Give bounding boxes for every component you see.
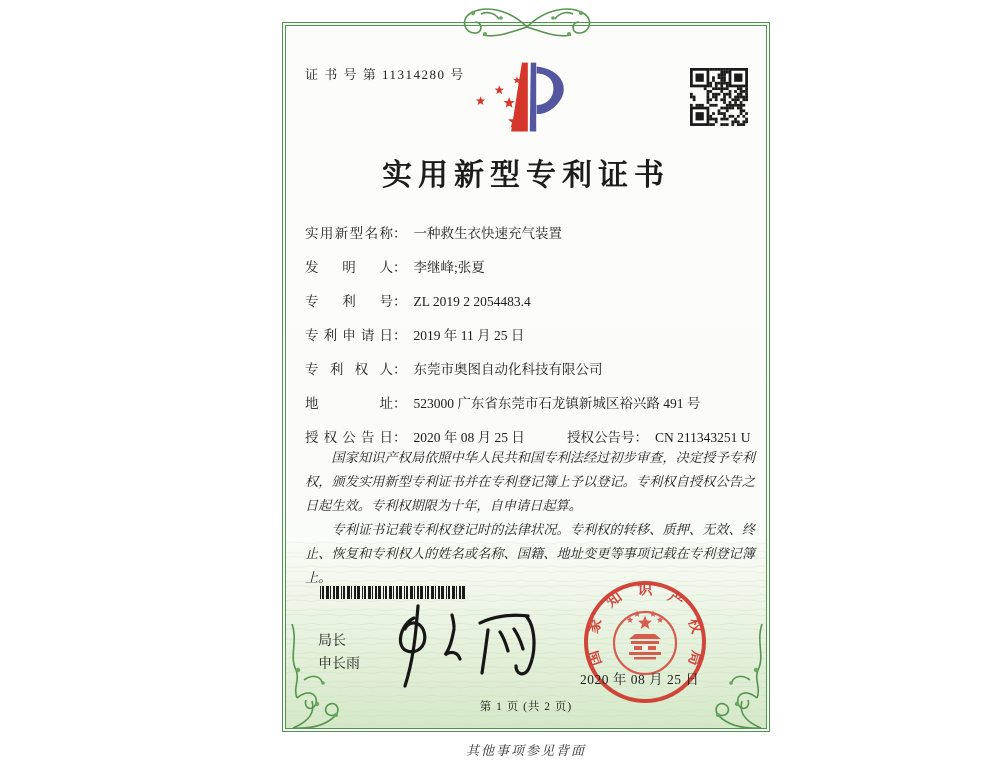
field-value: 2020 年 08 月 25 日 bbox=[413, 430, 525, 445]
svg-text:识: 识 bbox=[637, 582, 653, 598]
svg-text:产: 产 bbox=[664, 589, 687, 611]
certificate-title: 实用新型专利证书 bbox=[382, 159, 670, 192]
colon: ： bbox=[393, 430, 407, 445]
field-row-filing-date bbox=[305, 324, 755, 344]
field-label: 发 明 人 bbox=[305, 260, 393, 275]
legal-paragraph-2: 专利证书记载专利权登记时的法律状况。专利权的转移、质押、无效、终止、恢复和专利权人的姓名或名称、国籍、地址变更等事项记载在专利登记簿上。 bbox=[305, 522, 755, 585]
colon: ： bbox=[393, 294, 407, 309]
field-row-grant bbox=[305, 426, 755, 446]
field-row-address bbox=[305, 392, 755, 412]
colon: ： bbox=[393, 260, 407, 275]
logo-blue-bar bbox=[530, 63, 536, 132]
patent-certificate bbox=[282, 22, 770, 732]
svg-text:国: 国 bbox=[585, 648, 606, 668]
page-indicator: 第 1 页 (共 2 页) bbox=[479, 701, 573, 713]
colon: ： bbox=[393, 328, 407, 343]
field-row-patent-no bbox=[305, 290, 755, 310]
logo-red-wedge bbox=[511, 63, 528, 132]
back-note: 其他事项参见背面 bbox=[465, 743, 586, 758]
field-label: 地 址 bbox=[305, 396, 393, 411]
colon: ： bbox=[634, 430, 648, 445]
svg-text:局: 局 bbox=[684, 648, 705, 668]
field-value: 一种救生衣快速充气装置 bbox=[413, 226, 562, 241]
svg-text:家: 家 bbox=[585, 616, 606, 636]
field-label: 专 利 号 bbox=[305, 294, 393, 309]
field-pair-grant-number bbox=[567, 426, 751, 446]
official-seal bbox=[574, 571, 716, 713]
svg-text:知: 知 bbox=[603, 589, 626, 611]
field-label: 实 用 新 型 名 称 bbox=[305, 226, 393, 241]
field-row-patentee bbox=[305, 358, 755, 378]
legal-text bbox=[305, 446, 755, 590]
field-value: CN 211343251 U bbox=[655, 430, 751, 445]
colon: ： bbox=[393, 396, 407, 411]
director-signature bbox=[376, 596, 556, 696]
director-title: 局长 bbox=[318, 634, 346, 649]
field-value: 2019 年 11 月 25 日 bbox=[413, 328, 525, 343]
field-value: 李继峰;张夏 bbox=[413, 260, 485, 275]
colon: ： bbox=[393, 226, 407, 241]
svg-text:权: 权 bbox=[684, 616, 705, 636]
seal-date: 2020 年 08 月 25 日 bbox=[580, 672, 700, 687]
field-row-name bbox=[305, 222, 755, 242]
qr-code bbox=[688, 66, 750, 128]
field-label: 专 利 权 人 bbox=[305, 362, 393, 377]
cnipa-logo-icon bbox=[452, 56, 580, 148]
field-label: 授权公告号 bbox=[567, 430, 635, 445]
field-row-inventor bbox=[305, 256, 755, 276]
legal-paragraph-1: 国家知识产权局依照中华人民共和国专利法经过初步审查，决定授予专利权，颁发实用新型专利证书并在专利登记簿上予以登记。专利权自授权公告之日起生效。专利权期限为十年，自申请日起算。 bbox=[305, 450, 755, 513]
field-value: 523000 广东省东莞市石龙镇新城区裕兴路 491 号 bbox=[413, 396, 701, 411]
director-block bbox=[318, 630, 360, 676]
certificate-number: 证 书 号 第 11314280 号 bbox=[305, 67, 465, 82]
logo-p-bowl bbox=[537, 67, 564, 114]
director-name: 申长雨 bbox=[318, 657, 360, 672]
field-value: 东莞市奥图自动化科技有限公司 bbox=[413, 362, 603, 377]
colon: ： bbox=[393, 362, 407, 377]
field-label: 专 利 申 请 日 bbox=[305, 328, 393, 343]
field-label: 授 权 公 告 日 bbox=[305, 430, 393, 445]
field-value: ZL 2019 2 2054483.4 bbox=[413, 294, 531, 309]
